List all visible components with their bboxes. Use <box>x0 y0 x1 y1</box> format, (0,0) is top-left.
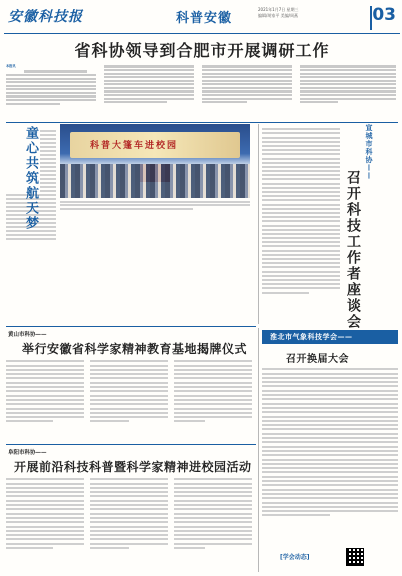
photo-banner-text: 科普大篷车进校园 <box>90 141 179 151</box>
section2-column <box>174 358 252 438</box>
section4-badge <box>262 330 398 344</box>
section3-column <box>90 476 168 570</box>
lead-headline: 省科协领导到合肥市开展调研工作 <box>74 41 330 60</box>
qr-section-label: [学会动态] <box>280 554 310 561</box>
photo-crowd <box>60 164 250 198</box>
section-divider <box>6 326 256 327</box>
section-name: 科普安徽 <box>176 11 233 26</box>
section3-column <box>174 476 252 570</box>
issue-editors: 编辑/胡家平 美编/周燕 <box>258 13 298 18</box>
section-divider <box>6 444 256 445</box>
left-vertical-heading: 童心共筑航天梦 <box>23 126 38 231</box>
issue-date: 2021年1月7日 星期三 <box>258 7 299 12</box>
section2-column <box>90 358 168 438</box>
section2-column <box>6 358 84 438</box>
section4-label: 淮北市气象科技学会—— <box>270 333 353 341</box>
section-divider <box>6 122 398 123</box>
right-article-body <box>262 126 340 326</box>
section3-column <box>6 476 84 570</box>
lead-column <box>104 64 194 122</box>
lead-column <box>6 64 96 122</box>
right-vertical-heading: 召开科技工作者座谈会 <box>345 170 361 330</box>
lead-column <box>202 64 292 122</box>
lead-article-body <box>6 64 398 122</box>
section3-headline: 开展前沿科技科普暨科学家精神进校园活动 <box>14 460 252 474</box>
section2-headline: 举行安徽省科学家精神教育基地揭牌仪式 <box>22 342 248 356</box>
lead-author: 本报讯 <box>6 64 16 68</box>
section4-headline: 召开换届大会 <box>286 354 349 365</box>
section4-body <box>262 366 398 544</box>
masthead <box>4 4 400 34</box>
page-number: 03 <box>372 5 396 25</box>
section3-label: 阜阳市科协—— <box>8 450 47 456</box>
column-divider <box>258 124 259 324</box>
qr-code-icon <box>346 548 364 566</box>
newspaper-brand: 安徽科技报 <box>8 9 83 25</box>
column-divider <box>258 328 259 572</box>
event-photo <box>60 124 250 198</box>
section2-label: 黄山市科协—— <box>8 332 47 338</box>
right-section-tag: 宣城市科协—— <box>365 124 373 180</box>
issue-info <box>258 7 348 19</box>
photo-caption <box>60 200 250 212</box>
lead-column <box>300 64 396 122</box>
